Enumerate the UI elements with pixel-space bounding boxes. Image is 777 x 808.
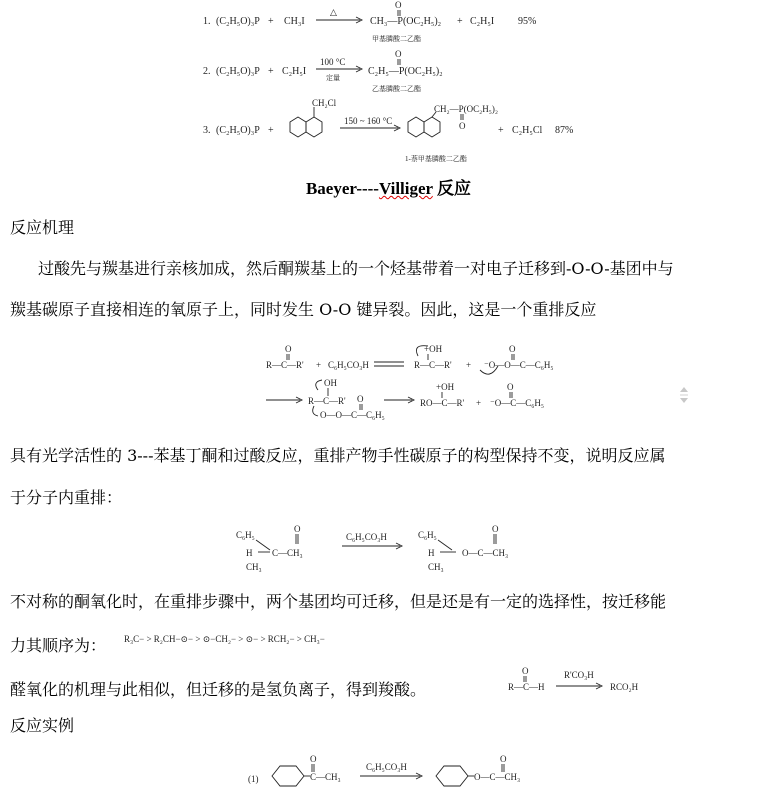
example-1-reagent: C₆H₅CO₃H bbox=[366, 762, 407, 772]
chiral-ester-oxygen: O bbox=[492, 524, 499, 534]
mech-step3-anion: ⁻O—C—C₆H₅ bbox=[490, 398, 545, 408]
reaction-1-caption: 甲基膦酸二乙酯 bbox=[372, 35, 421, 43]
aldehyde-product: RCO₂H bbox=[610, 682, 639, 692]
chiral-ph-1: C₆H₅ bbox=[236, 530, 255, 540]
reaction-1-reactant: (C₂H₅O)₃P bbox=[216, 16, 260, 27]
title-baeyer: Baeyer bbox=[305, 179, 357, 198]
reaction-1-reagent: CH₃I bbox=[284, 16, 305, 27]
example-1-ester: O—C—CH₃ bbox=[474, 772, 521, 782]
mech-plus-3: + bbox=[476, 398, 482, 408]
chiral-ph-2: C₆H₅ bbox=[418, 530, 437, 540]
chiral-ketone: C—CH₃ bbox=[272, 548, 303, 558]
mech-step2-oh: OH bbox=[324, 378, 337, 388]
reaction-3-temp: 150 ~ 160 °C bbox=[344, 116, 393, 126]
paragraph-2-line-1: 具有光学活性的 3---苯基丁酮和过酸反应，重排产物手性碳原子的构型保持不变，说明反应属 bbox=[10, 446, 666, 465]
reaction-3-product-group: CH₂—P(OC₂H₅)₂ bbox=[434, 104, 499, 114]
migration-order-image bbox=[120, 630, 400, 650]
reaction-3-reactant: (C₂H₅O)₃P bbox=[216, 125, 260, 136]
mech-step2-center: R—C—R' bbox=[308, 396, 346, 406]
naphthalene-reactant-icon bbox=[290, 107, 322, 137]
mech-curved-arrow-4 bbox=[313, 406, 318, 416]
mech-oxygen: O bbox=[285, 344, 292, 354]
aldehyde-oxidation-scheme bbox=[500, 666, 700, 698]
title-dashes: ---- bbox=[356, 179, 379, 198]
reaction-3-plus2: + bbox=[498, 125, 504, 136]
paragraph-1-line-2: 羰基碳原子直接相连的氧原子上，同时发生 O-O 键异裂。因此，这是一个重排反应 bbox=[10, 300, 597, 319]
reaction-3-plus: + bbox=[268, 125, 274, 136]
reaction-1-yield: 95% bbox=[518, 16, 537, 27]
chiral-me-2: CH₃ bbox=[428, 562, 444, 572]
paragraph-1-line-1: 过酸先与羰基进行亲核加成，然后酮羰基上的一个烃基带着一对电子迁移到-O-O-基团中与 bbox=[38, 259, 674, 278]
title-villiger: Villiger bbox=[378, 179, 433, 198]
chiral-ester: O—C—CH₃ bbox=[462, 548, 509, 558]
reaction-2-number: 2. bbox=[203, 66, 211, 77]
section-title bbox=[0, 174, 777, 199]
migration-order: R₃C− > R₂CH−⊙− > ⊙−CH₂− > ⊙− > RCH₂− > CH₃− bbox=[124, 634, 325, 644]
chiral-h-2: H bbox=[428, 548, 435, 558]
paragraph-3-line-1: 不对称的酮氧化时，在重排步骤中，两个基团均可迁移，但是还是有一定的选择性，按迁移能 bbox=[10, 592, 667, 611]
reaction-3-substituent: CH₂Cl bbox=[312, 98, 337, 108]
mech-reactant: R—C—R' bbox=[266, 360, 304, 370]
heading-examples: 反应实例 bbox=[10, 716, 75, 735]
title-reaction: 反应 bbox=[437, 179, 472, 198]
mech-step3: RO—C—R' bbox=[420, 398, 465, 408]
chiral-me-1: CH₃ bbox=[246, 562, 262, 572]
mech-step3-oh: +OH bbox=[436, 382, 455, 392]
mech-anion-oxygen: O bbox=[509, 344, 516, 354]
mech-step2-tail: O—O—C—C₆H₅ bbox=[320, 410, 385, 420]
reaction-2-caption: 乙基膦酸二乙酯 bbox=[372, 85, 421, 93]
reaction-2-plus: + bbox=[268, 66, 274, 77]
reaction-1-oxygen: O bbox=[395, 0, 402, 10]
reaction-2-temp: 100 °C bbox=[320, 57, 346, 67]
cyclohexane-product-icon bbox=[436, 766, 468, 786]
paragraph-4: 醛氧化的机理与此相似，但迁移的是氢负离子，得到羧酸。 bbox=[10, 680, 427, 699]
reaction-1-plus2: + bbox=[457, 16, 463, 27]
reaction-2-quant: 定量 bbox=[326, 74, 340, 82]
drag-handle-icon[interactable] bbox=[676, 383, 692, 407]
chiral-oxidation-scheme bbox=[0, 520, 777, 576]
mech-peracid: C₆H₅CO₃H bbox=[328, 360, 369, 370]
reaction-3-caption: 1-萘甲基膦酸二乙酯 bbox=[405, 155, 467, 163]
reaction-2-reagent: C₂H₅I bbox=[282, 66, 307, 77]
aldehyde-reactant: R—C—H bbox=[508, 682, 545, 692]
reaction-1-heat: △ bbox=[330, 7, 337, 17]
reaction-1-number: 1. bbox=[203, 16, 211, 27]
chiral-ketone-oxygen: O bbox=[294, 524, 301, 534]
example-1-ketone: C—CH₃ bbox=[310, 772, 341, 782]
mech-plus-1: + bbox=[316, 360, 322, 370]
reaction-3-oxygen: O bbox=[459, 121, 466, 131]
aldehyde-oxygen: O bbox=[522, 666, 529, 676]
cyclohexane-reactant-icon bbox=[272, 766, 304, 786]
chiral-reagent: C₆H₅CO₃H bbox=[346, 532, 387, 542]
mech-curved-arrow-3 bbox=[316, 380, 322, 390]
reaction-1-byproduct: C₂H₅I bbox=[470, 16, 495, 27]
phosphonate-reaction-scheme bbox=[0, 0, 777, 170]
example-1-scheme bbox=[0, 752, 777, 808]
naphthalene-product-icon bbox=[408, 112, 440, 137]
reaction-3-yield: 87% bbox=[555, 125, 574, 136]
reaction-2-reactant: (C₂H₅O)₃P bbox=[216, 66, 260, 77]
reaction-3-byproduct: C₂H₅Cl bbox=[512, 125, 543, 136]
reaction-1-plus: + bbox=[268, 16, 274, 27]
paragraph-2-line-2: 于分子内重排： bbox=[10, 488, 123, 507]
reaction-2-product: C₂H₅—P(OC₂H₅)₂ bbox=[368, 66, 443, 77]
heading-mechanism: 反应机理 bbox=[10, 218, 75, 237]
mech-step3-oxygen: O bbox=[507, 382, 514, 392]
example-1-ketone-oxygen: O bbox=[310, 754, 317, 764]
mech-anion: ⁻O—O—C—C₆H₅ bbox=[484, 360, 554, 370]
reaction-3-number: 3. bbox=[203, 125, 211, 136]
mech-step2-oxygen: O bbox=[357, 394, 364, 404]
paragraph-3-line-2: 力其顺序为： bbox=[10, 636, 107, 655]
mechanism-scheme bbox=[0, 340, 777, 420]
example-1-number: (1) bbox=[248, 774, 259, 784]
aldehyde-reagent: R'CO₃H bbox=[564, 670, 594, 680]
example-1-ester-oxygen: O bbox=[500, 754, 507, 764]
reaction-1-product: CH₃—P(OC₂H₅)₂ bbox=[370, 16, 442, 27]
mech-intermediate: R—C—R' bbox=[414, 360, 452, 370]
mech-oh: +OH bbox=[424, 344, 443, 354]
reaction-2-oxygen: O bbox=[395, 49, 402, 59]
chiral-h-1: H bbox=[246, 548, 253, 558]
mech-plus-2: + bbox=[466, 360, 472, 370]
